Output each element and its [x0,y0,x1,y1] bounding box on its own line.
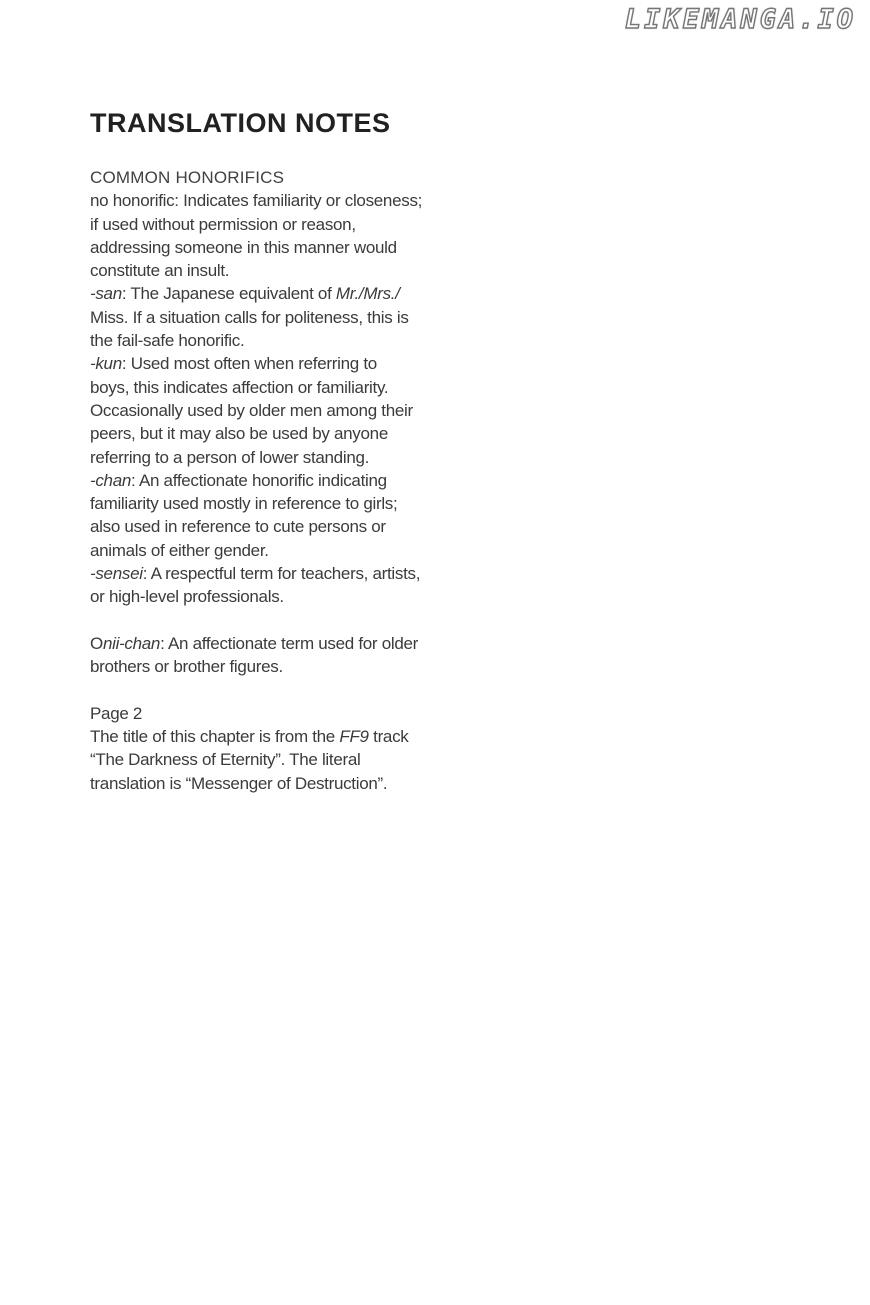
text-segment: : The Japanese equivalent of [121,284,336,304]
italic-term: nii-chan [102,633,161,653]
italic-term: -san [90,284,122,304]
text-segment: animals of either gender. [90,540,269,560]
note-text-line [90,352,490,375]
text-segment: track [368,727,409,747]
text-segment: : A respectful term for teachers, artists, [142,564,421,584]
note-text-line [90,189,490,212]
note-text-line [90,469,490,492]
text-segment: no honorific: Indicates familiarity or closeness; [90,191,423,211]
note-text-line [90,399,490,422]
italic-term: FF9 [339,727,369,747]
site-watermark-logo: LIKEMANGA.IO [624,4,856,35]
note-text-line [90,725,490,748]
translation-notes-body [90,166,490,795]
note-text-line [90,539,490,562]
text-segment: boys, this indicates affection or familiarity. [90,377,389,397]
text-segment: Occasionally used by older men among their [90,400,413,420]
note-text-line [90,259,490,282]
text-segment: : Used most often when referring to [121,354,377,374]
italic-term: -chan [90,470,132,490]
note-text-line [90,376,490,399]
text-segment: Page 2 [90,703,143,723]
text-segment: The title of this chapter is from the [90,727,340,747]
text-segment: Miss. If a situation calls for politeness, this is [90,307,409,327]
text-segment: COMMON HONORIFICS [90,168,285,187]
note-text-line [90,306,490,329]
note-text-line [90,446,490,469]
text-segment: the fail-safe honorific. [90,331,245,351]
note-text-line [90,329,490,352]
blank-line [90,679,490,702]
blank-line [90,609,490,632]
text-segment: : An affectionate term used for older [160,633,418,653]
text-segment: : An affectionate honorific indicating [131,470,387,490]
text-segment: peers, but it may also be used by anyone [90,424,388,444]
note-text-line [90,492,490,515]
text-segment: referring to a person of lower standing. [90,447,370,467]
note-text-line [90,282,490,305]
text-segment: brothers or brother figures. [90,657,283,677]
note-text-line [90,213,490,236]
text-segment: constitute an insult. [90,261,230,281]
note-text-line [90,655,490,678]
text-segment: “The Darkness of Eternity”. The literal [90,750,361,770]
text-segment: addressing someone in this manner would [90,237,397,257]
note-text-line [90,632,490,655]
text-segment: also used in reference to cute persons or [90,517,386,537]
page-title: TRANSLATION NOTES [90,108,391,138]
note-text-line [90,585,490,608]
italic-term: Mr./Mrs./ [335,284,400,304]
text-segment: translation is “Messenger of Destruction”. [90,773,388,793]
note-text-line [90,422,490,445]
note-text-line [90,772,490,795]
note-text-line [90,562,490,585]
note-text-line [90,236,490,259]
note-text-line [90,748,490,771]
italic-term: -kun [90,354,122,374]
text-segment: familiarity used mostly in reference to girls; [90,494,398,514]
page-ref-heading [90,702,490,725]
italic-term: -sensei [90,564,143,584]
text-segment: or high-level professionals. [90,587,284,607]
section-heading [90,166,490,189]
text-segment: if used without permission or reason, [90,214,356,234]
text-segment: O [90,633,103,653]
note-text-line [90,515,490,538]
